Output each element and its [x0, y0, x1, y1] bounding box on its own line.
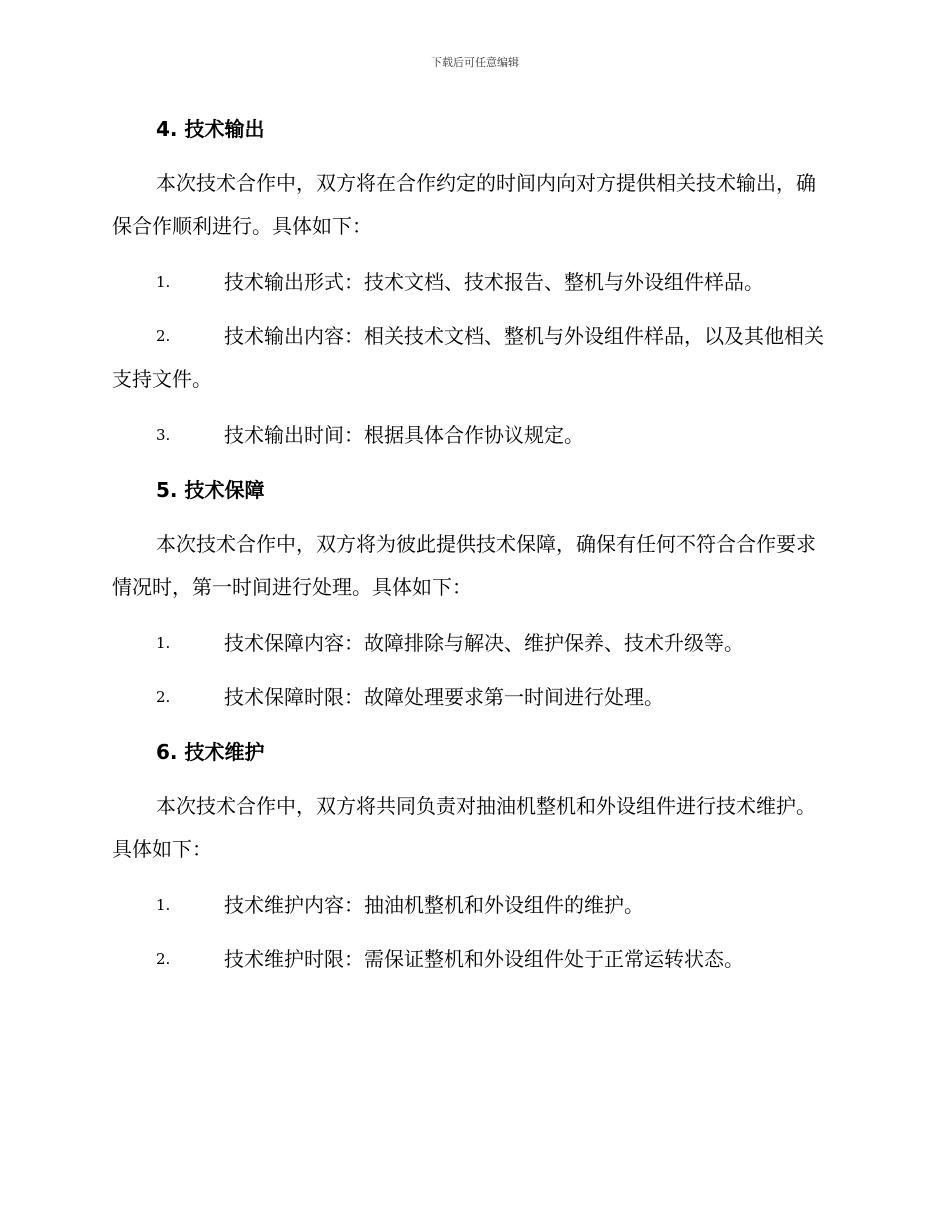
list-item [112, 315, 832, 401]
list-text: 技术保障内容：故障排除与解决、维护保养、技术升级等。 [224, 631, 744, 655]
list-number: 1. [156, 634, 171, 652]
section-heading: 6. 技术维护 [156, 740, 265, 764]
page-header: 下载后可任意编辑 [431, 56, 519, 69]
list-item [112, 676, 832, 719]
list-item [112, 884, 832, 927]
list-number: 2. [156, 327, 171, 345]
list-item [112, 622, 832, 665]
list-number: 2. [156, 950, 171, 968]
list-item [112, 414, 832, 457]
list-text: 技术维护内容：抽油机整机和外设组件的维护。 [224, 893, 644, 917]
section-heading: 4. 技术输出 [156, 117, 265, 141]
section-heading: 5. 技术保障 [156, 478, 265, 502]
list-item [112, 938, 832, 981]
list-number: 1. [156, 273, 171, 291]
list-text: 技术输出内容：相关技术文档、整机与外设组件样品，以及其他相关支持文件。 [112, 324, 824, 391]
list-number: 3. [156, 426, 171, 444]
list-text: 技术保障时限：故障处理要求第一时间进行处理。 [224, 685, 664, 709]
section-intro: 本次技术合作中，双方将为彼此提供技术保障，确保有任何不符合合作要求情况时，第一时间进行处理。具体如下： [112, 532, 816, 599]
list-number: 1. [156, 896, 171, 914]
list-item [112, 261, 832, 304]
list-text: 技术输出时间：根据具体合作协议规定。 [224, 423, 584, 447]
list-text: 技术输出形式：技术文档、技术报告、整机与外设组件样品。 [224, 270, 764, 294]
list-number: 2. [156, 688, 171, 706]
section-intro: 本次技术合作中，双方将共同负责对抽油机整机和外设组件进行技术维护。具体如下： [112, 794, 816, 861]
section-intro: 本次技术合作中，双方将在合作约定的时间内向对方提供相关技术输出，确保合作顺利进行。具体如下： [112, 171, 816, 238]
list-text: 技术维护时限：需保证整机和外设组件处于正常运转状态。 [224, 947, 744, 971]
